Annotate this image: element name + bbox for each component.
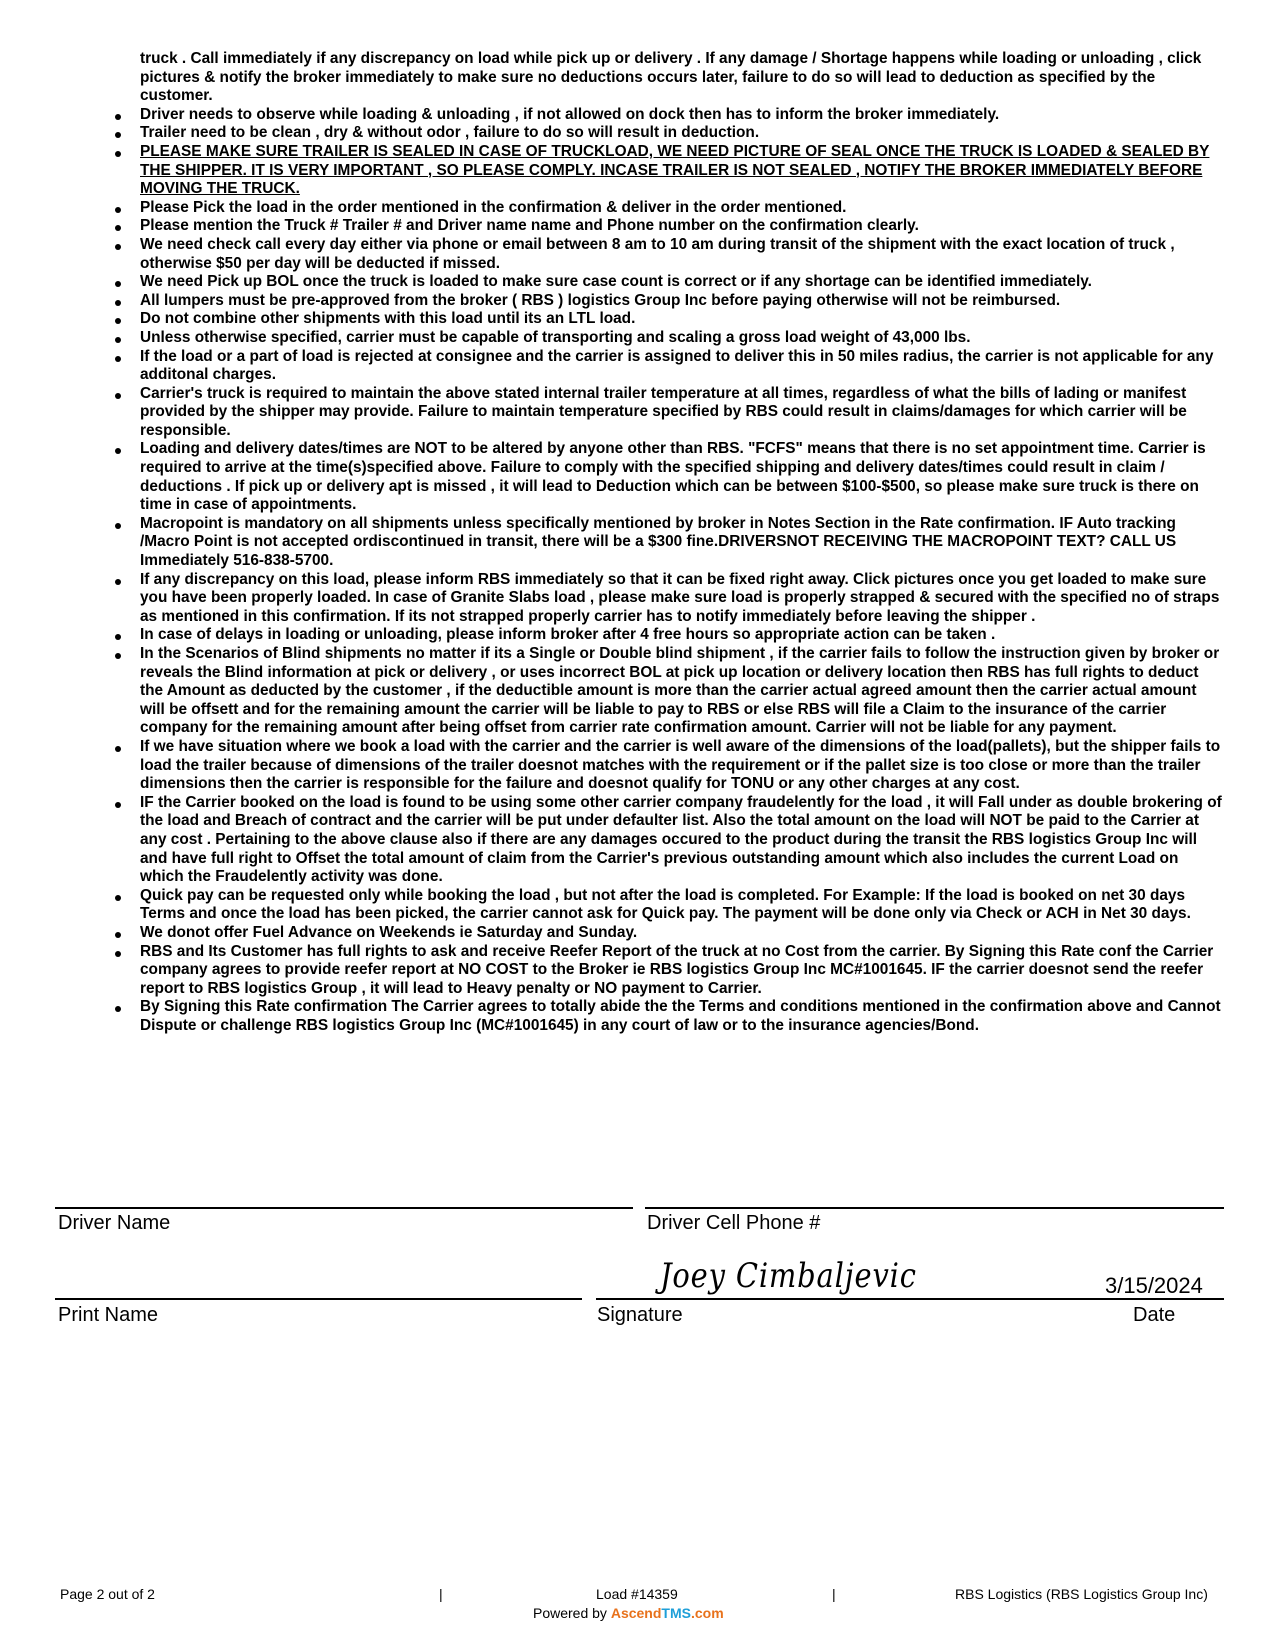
term-item: If any discrepancy on this load, please inform RBS immediately so that it can be fixed right away. Click pictures once you get loaded to make sure you have been properly loaded. In case of Granite Slabs load , please make sure load is properly strapped & secured with the specified no of straps as mentioned in this confirmation. If its not strapped properly carrier has to notify immediately before leaving the shipper . <box>113 571 1223 627</box>
term-item: Trailer need to be clean , dry & without odor , failure to do so will result in deduction. <box>113 124 1223 143</box>
footer-company: RBS Logistics (RBS Logistics Group Inc) <box>955 1586 1208 1602</box>
signature-date-line <box>596 1298 1224 1300</box>
signature-label: Signature <box>597 1304 683 1326</box>
term-item: In case of delays in loading or unloading, please inform broker after 4 free hours so appropriate action can be taken . <box>113 626 1223 645</box>
term-item: Please mention the Truck # Trailer # and Driver name name and Phone number on the confirmation clearly. <box>113 217 1223 236</box>
print-name-label: Print Name <box>58 1304 159 1326</box>
driver-phone-label: Driver Cell Phone # <box>647 1212 821 1234</box>
term-item: Loading and delivery dates/times are NOT to be altered by anyone other than RBS. "FCFS" means that there is no set appointment time. Carrier is required to arrive at the time(s)specified above. Failure to comply with the specified shipping and delivery dates/times could result in claim / deductions . If pick up or delivery apt is missed , it will lead to Deduction which can be between $100-$500, so please make sure truck is there on time in case of appointments. <box>113 440 1223 514</box>
term-item: Please Pick the load in the order mentioned in the confirmation & deliver in the order mentioned. <box>113 199 1223 218</box>
term-item: Macropoint is mandatory on all shipments unless specifically mentioned by broker in Notes Section in the Rate confirmation. IF Auto tracking /Macro Point is not accepted ordiscontinued in transit, there will be a $300 fine.DRIVERSNOT RECEIVING THE MACROPOINT TEXT? CALL US Immediately 516-838-5700. <box>113 515 1223 571</box>
term-item-seal-text: PLEASE MAKE SURE TRAILER IS SEALED IN CASE OF TRUCKLOAD, WE NEED PICTURE OF SEAL ONCE THE TRUCK IS LOADED & SEALED BY THE SHIPPER. IT IS VERY IMPORTANT , SO PLEASE COMPLY. INCASE TRAILER IS NOT SEALED , NOTIFY THE BROKER IMMEDIATELY BEFORE MOVING THE TRUCK. <box>140 142 1210 198</box>
term-item: By Signing this Rate confirmation The Carrier agrees to totally abide the the Terms and conditions mentioned in the confirmation above and Cannot Dispute or challenge RBS logistics Group Inc (MC#1001645) in any court of law or to the insurance agencies/Bond. <box>113 998 1223 1035</box>
term-item: We need Pick up BOL once the truck is loaded to make sure case count is correct or if any shortage can be identified immediately. <box>113 273 1223 292</box>
terms-continuation: truck . Call immediately if any discrepancy on load while pick up or delivery . If any damage / Shortage happens while loading or unloading , click pictures & notify the broker immediately to make sure no deductions occurs later, failure to do so will lead to deduction as specified by the customer. <box>140 50 1202 105</box>
term-item: We need check call every day either via phone or email between 8 am to 10 am during transit of the shipment with the exact location of truck , otherwise $50 per day will be deducted if missed. <box>113 236 1223 273</box>
term-item: IF the Carrier booked on the load is found to be using some other carrier company fraudelently for the load , it will Fall under as double brokering of the load and Breach of contract and the carrier will be put under defaulter list. Also the total amount on the load will NOT be paid to the Carrier at any cost . Pertaining to the above clause also if there are any damages occured to the product during the transit the RBS logistics Group Inc will and have full right to Offset the total amount of claim from the Carrier's previous outstanding amount which also includes the current Load on which the Fraudelently activity was done. <box>113 794 1223 887</box>
brand-dotcom: .com <box>690 1605 724 1621</box>
print-name-line <box>55 1298 582 1300</box>
date-value: 3/15/2024 <box>1105 1273 1203 1298</box>
terms-section <box>113 50 1223 1035</box>
driver-phone-line <box>645 1207 1224 1209</box>
term-item: Unless otherwise specified, carrier must be capable of transporting and scaling a gross load weight of 43,000 lbs. <box>113 329 1223 348</box>
term-item: We donot offer Fuel Advance on Weekends ie Saturday and Sunday. <box>113 924 1223 943</box>
footer-separator: | <box>439 1586 443 1602</box>
driver-name-line <box>55 1207 633 1209</box>
date-label: Date <box>1133 1304 1176 1326</box>
term-item: If the load or a part of load is rejected at consignee and the carrier is assigned to deliver this in 50 miles radius, the carrier is not applicable for any additonal charges. <box>113 348 1223 385</box>
driver-name-label: Driver Name <box>58 1212 171 1234</box>
term-item: RBS and Its Customer has full rights to ask and receive Reefer Report of the truck at no Cost from the carrier. By Signing this Rate conf the Carrier company agrees to provide reefer report at NO COST to the Broker ie RBS logistics Group Inc MC#1001645. IF the carrier doesnot send the reefer report to RBS logistics Group , it will lead to Heavy penalty or NO payment to Carrier. <box>113 943 1223 999</box>
powered-by-prefix: Powered by <box>533 1605 607 1621</box>
term-item: In the Scenarios of Blind shipments no matter if its a Single or Double blind shipment , if the carrier fails to follow the instruction given by broker or reveals the Blind information at pick or delivery , or uses incorrect BOL at pick up location or delivery location then RBS has full rights to deduct the Amount as deducted by the customer , if the deductible amount is more than the carrier actual agreed amount then the carrier actual amount will be offsett and for the remaining amount the carrier will be liable to pay to RBS or else RBS will file a Claim to the insurance of the carrier company for the remaining amount after being offset from carrier rate confirmation amount. Carrier will not be liable for any payment. <box>113 645 1223 738</box>
term-item: Do not combine other shipments with this load until its an LTL load. <box>113 310 1223 329</box>
brand-ascend: Ascend <box>610 1605 662 1621</box>
footer-separator: | <box>832 1586 836 1602</box>
term-item: Driver needs to observe while loading & unloading , if not allowed on dock then has to inform the broker immediately. <box>113 106 1223 125</box>
term-item: All lumpers must be pre-approved from the broker ( RBS ) logistics Group Inc before paying otherwise will not be reimbursed. <box>113 292 1223 311</box>
terms-list <box>113 106 1223 1036</box>
powered-by <box>533 1605 724 1621</box>
footer-page-number: Page 2 out of 2 <box>60 1586 155 1602</box>
term-item: Carrier's truck is required to maintain the above stated internal trailer temperature at all times, regardless of what the bills of lading or manifest provided by the shipper may provide. Failure to maintain temperature specified by RBS could result in claims/damages for which carrier will be responsible. <box>113 385 1223 441</box>
term-item: If we have situation where we book a load with the carrier and the carrier is well aware of the dimensions of the load(pallets), but the shipper fails to load the trailer because of dimensions of the trailer doesnot matches with the requirement or if the pallet size is too close or more than the trailer dimensions then the carrier is responsible for the failure and doesnot qualify for TONU or any other charges at any cost. <box>113 738 1223 794</box>
term-item-seal-notice <box>113 143 1223 199</box>
brand-tms: TMS <box>661 1605 691 1621</box>
term-item: Quick pay can be requested only while booking the load , but not after the load is completed. For Example: If the load is booked on net 30 days Terms and once the load has been picked, the carrier cannot ask for Quick pay. The payment will be done only via Check or ACH in Net 30 days. <box>113 887 1223 924</box>
footer-load-number: Load #14359 <box>596 1586 678 1602</box>
signature-script: Joey Cimbaljevic <box>660 1256 917 1296</box>
